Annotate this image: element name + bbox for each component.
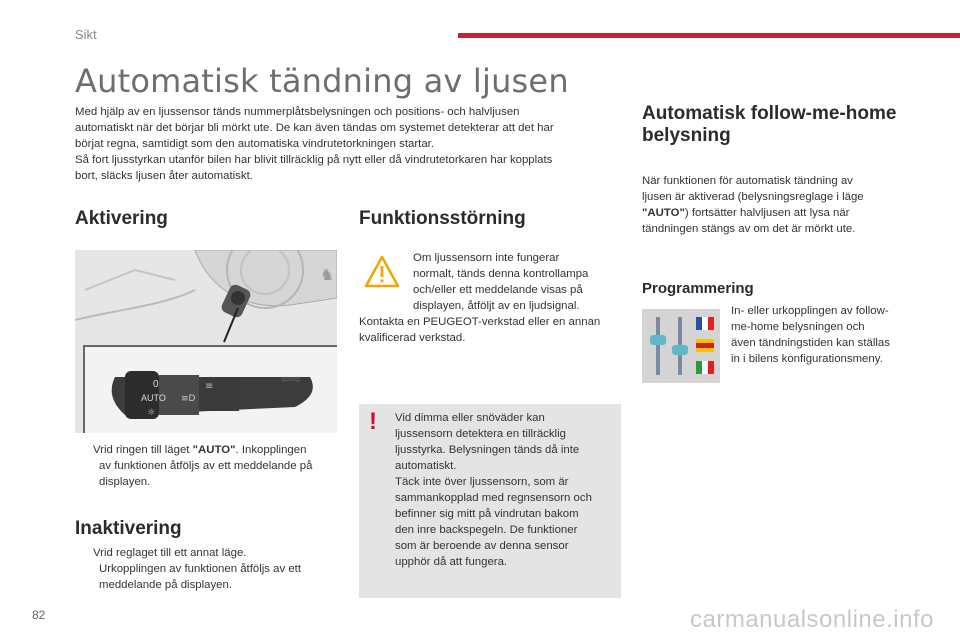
intro-line: Så fort ljusstyrkan utanför bilen har blivit tillräcklig på nytt eller då vindrutetorkaren har kopplats bbox=[75, 154, 553, 166]
section-label: Sikt bbox=[75, 27, 97, 42]
light-stalk-illustration bbox=[75, 250, 337, 433]
alert-panel bbox=[359, 404, 621, 598]
heading-aktivering: Aktivering bbox=[75, 208, 168, 229]
auto-keyword: "AUTO" bbox=[192, 444, 236, 456]
intro-line: börjat regna, samtidigt som den automatiska vindrutetorkningen startar. bbox=[75, 138, 434, 150]
followme-paragraph: När funktionen för automatisk tändning av ljusen är aktiverad (belysningsreglage i läge "AUTO") fortsätter halvljusen att lysa när tändningen stängs av om det är mörkt ute. bbox=[642, 175, 864, 235]
config-menu-icon bbox=[642, 309, 720, 383]
svg-text:≡: ≡ bbox=[205, 381, 214, 392]
header-accent-bar bbox=[458, 33, 960, 38]
inaktivering-instruction: Vrid reglaget till ett annat läge. Urkopplingen av funktionen åtföljs av ett meddelande på displayen. bbox=[93, 547, 301, 591]
heading-follow-me-home: Automatisk follow-me-home belysning bbox=[642, 103, 897, 146]
intro-line: bort, släcks ljusen åter automatiskt. bbox=[75, 170, 253, 182]
heading-funktionsstorning: Funktionsstörning bbox=[359, 208, 526, 229]
heading-inaktivering: Inaktivering bbox=[75, 518, 182, 539]
svg-text:⇦⇨: ⇦⇨ bbox=[281, 372, 302, 386]
page-number: 82 bbox=[32, 608, 46, 622]
intro-line: Med hjälp av en ljussensor tänds nummerplåtsbelysningen och positions- och halvljusen bbox=[75, 106, 520, 118]
auto-keyword: "AUTO" bbox=[642, 207, 685, 219]
funktion-contact: Kontakta en PEUGEOT-verkstad eller en annan kvalificerad verkstad. bbox=[359, 316, 601, 344]
stalk-closeup-drawing bbox=[85, 347, 337, 433]
heading-programmering: Programmering bbox=[642, 280, 754, 297]
intro-line: automatiskt när det börjar bli mörkt ute. De kan även tändas om systemet detekterar att det har bbox=[75, 122, 554, 134]
svg-text:≡D: ≡D bbox=[181, 394, 196, 404]
stalk-zero-label: 0 bbox=[153, 379, 159, 390]
svg-text:☼: ☼ bbox=[147, 408, 156, 418]
intro-paragraph bbox=[75, 104, 610, 184]
warning-triangle-icon bbox=[364, 255, 400, 294]
programmering-paragraph: In- eller urkopplingen av follow- me-home belysningen och även tändningstiden kan ställas in i bilens konfigurationsmeny. bbox=[731, 305, 890, 365]
page-title: Automatisk tändning av ljusen bbox=[75, 62, 569, 100]
stalk-auto-label: AUTO bbox=[141, 393, 166, 403]
aktivering-instruction: Vrid ringen till läget "AUTO". Inkopplingen av funktionen åtföljs av ett meddelande på displayen. bbox=[93, 444, 313, 488]
alert-text: Vid dimma eller snöväder kan ljussensorn detektera en tillräcklig ljusstyrka. Belysningen tänds då inte automatiskt. Täck inte över ljussensorn, som är sammankopplad med regnsensorn och befinner sig mitt på vindrutan bakom den inre backspegeln. De funktioner som är beroende av denna sensor upphör då att fungera. bbox=[395, 412, 592, 568]
funktion-paragraph: Om ljussensorn inte fungerar normalt, tänds denna kontrollampa och/eller ett meddelande visas på displayen, åtföljt av en ljudsignal. bbox=[413, 252, 589, 312]
watermark: carmanualsonline.info bbox=[690, 606, 934, 633]
exclamation-icon: ! bbox=[369, 408, 377, 435]
stalk-closeup bbox=[83, 345, 337, 433]
svg-text:♞: ♞ bbox=[320, 265, 335, 284]
